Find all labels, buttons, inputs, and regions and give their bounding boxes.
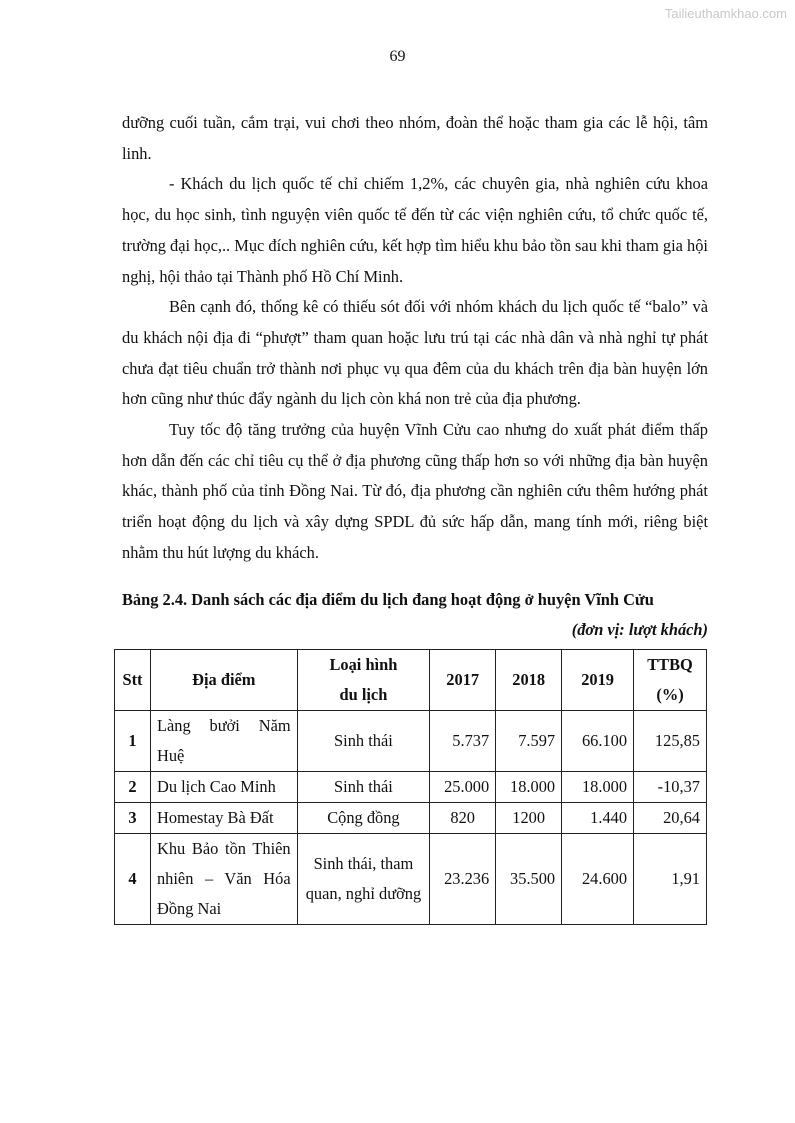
cell-stt: 1	[115, 711, 151, 772]
page-number: 69	[389, 48, 406, 65]
tourism-sites-table	[114, 649, 707, 925]
cell-2018: 18.000	[496, 772, 562, 803]
header-ttbq-line2: (%)	[656, 685, 684, 704]
cell-2018: 1200	[496, 803, 562, 834]
table-unit: (đơn vị: lượt khách)	[571, 620, 708, 639]
cell-2017: 820	[430, 803, 496, 834]
header-2018: 2018	[496, 650, 562, 711]
cell-place: Làng bưởi Năm Huệ	[150, 711, 297, 772]
cell-type: Sinh thái	[297, 772, 430, 803]
cell-2018: 35.500	[496, 834, 562, 925]
cell-2018: 7.597	[496, 711, 562, 772]
table-row	[115, 772, 707, 803]
table-header-row	[115, 650, 707, 711]
cell-ttbq: 1,91	[634, 834, 707, 925]
cell-ttbq: -10,37	[634, 772, 707, 803]
cell-place: Du lịch Cao Minh	[150, 772, 297, 803]
paragraph: Tuy tốc độ tăng trưởng của huyện Vĩnh Cửu cao nhưng do xuất phát điểm thấp hơn dẫn đến các chỉ tiêu cụ thể ở địa phương cũng thấp hơn so với những địa bàn huyện khác, thành phố của tỉnh Đồng Nai. Từ đó, địa phương cần nghiên cứu thêm hướng phát triển hoạt động du lịch và xây dựng SPDL đủ sức hấp dẫn, mang tính mới, riêng biệt nhằm thu hút lượng du khách.	[122, 420, 708, 562]
header-ttbq-line1: TTBQ	[647, 655, 693, 674]
cell-ttbq: 20,64	[634, 803, 707, 834]
paragraph: Bên cạnh đó, thống kê có thiếu sót đối với nhóm khách du lịch quốc tế “balo” và du khách nội địa đi “phượt” tham quan hoặc lưu trú tại các nhà dân và nhà nghỉ tự phát chưa đạt tiêu chuẩn trở thành nơi phục vụ qua đêm của du khách trên địa bàn huyện lớn hơn cũng như thúc đẩy ngành du lịch còn khá non trẻ của địa phương.	[122, 297, 708, 409]
header-type-line2: du lịch	[339, 685, 388, 704]
header-2019: 2019	[562, 650, 634, 711]
cell-2017: 23.236	[430, 834, 496, 925]
header-2017: 2017	[430, 650, 496, 711]
cell-type: Sinh thái, tham quan, nghỉ dưỡng	[297, 834, 430, 925]
body-text	[122, 108, 708, 569]
cell-stt: 3	[115, 803, 151, 834]
cell-2019: 66.100	[562, 711, 634, 772]
header-stt: Stt	[115, 650, 151, 711]
header-ttbq	[634, 650, 707, 711]
cell-2017: 25.000	[430, 772, 496, 803]
cell-place: Khu Bảo tồn Thiên nhiên – Văn Hóa Đồng Nai	[150, 834, 297, 925]
cell-stt: 2	[115, 772, 151, 803]
cell-type: Sinh thái	[297, 711, 430, 772]
cell-type: Cộng đồng	[297, 803, 430, 834]
cell-place: Homestay Bà Đất	[150, 803, 297, 834]
cell-stt: 4	[115, 834, 151, 925]
table-row	[115, 803, 707, 834]
header-type	[297, 650, 430, 711]
cell-2019: 18.000	[562, 772, 634, 803]
cell-2019: 24.600	[562, 834, 634, 925]
cell-2017: 5.737	[430, 711, 496, 772]
header-place: Địa điểm	[150, 650, 297, 711]
cell-2019: 1.440	[562, 803, 634, 834]
cell-ttbq: 125,85	[634, 711, 707, 772]
paragraph: - Khách du lịch quốc tế chỉ chiếm 1,2%, các chuyên gia, nhà nghiên cứu khoa học, du học sinh, tình nguyện viên quốc tế đến từ các viện nghiên cứu, tổ chức quốc tế, trường đại học,.. Mục đích nghiên cứu, kết hợp tìm hiểu khu bảo tồn sau khi tham gia hội nghị, hội thảo tại Thành phố Hồ Chí Minh.	[122, 174, 708, 286]
table-row	[115, 834, 707, 925]
table-caption: Bảng 2.4. Danh sách các địa điểm du lịch đang hoạt động ở huyện Vĩnh Cửu	[122, 590, 654, 609]
header-type-line1: Loại hình	[329, 655, 398, 674]
watermark: Tailieuthamkhao.com	[664, 6, 787, 21]
table-row	[115, 711, 707, 772]
paragraph: dưỡng cuối tuần, cắm trại, vui chơi theo nhóm, đoàn thể hoặc tham gia các lễ hội, tâm linh.	[122, 113, 708, 163]
